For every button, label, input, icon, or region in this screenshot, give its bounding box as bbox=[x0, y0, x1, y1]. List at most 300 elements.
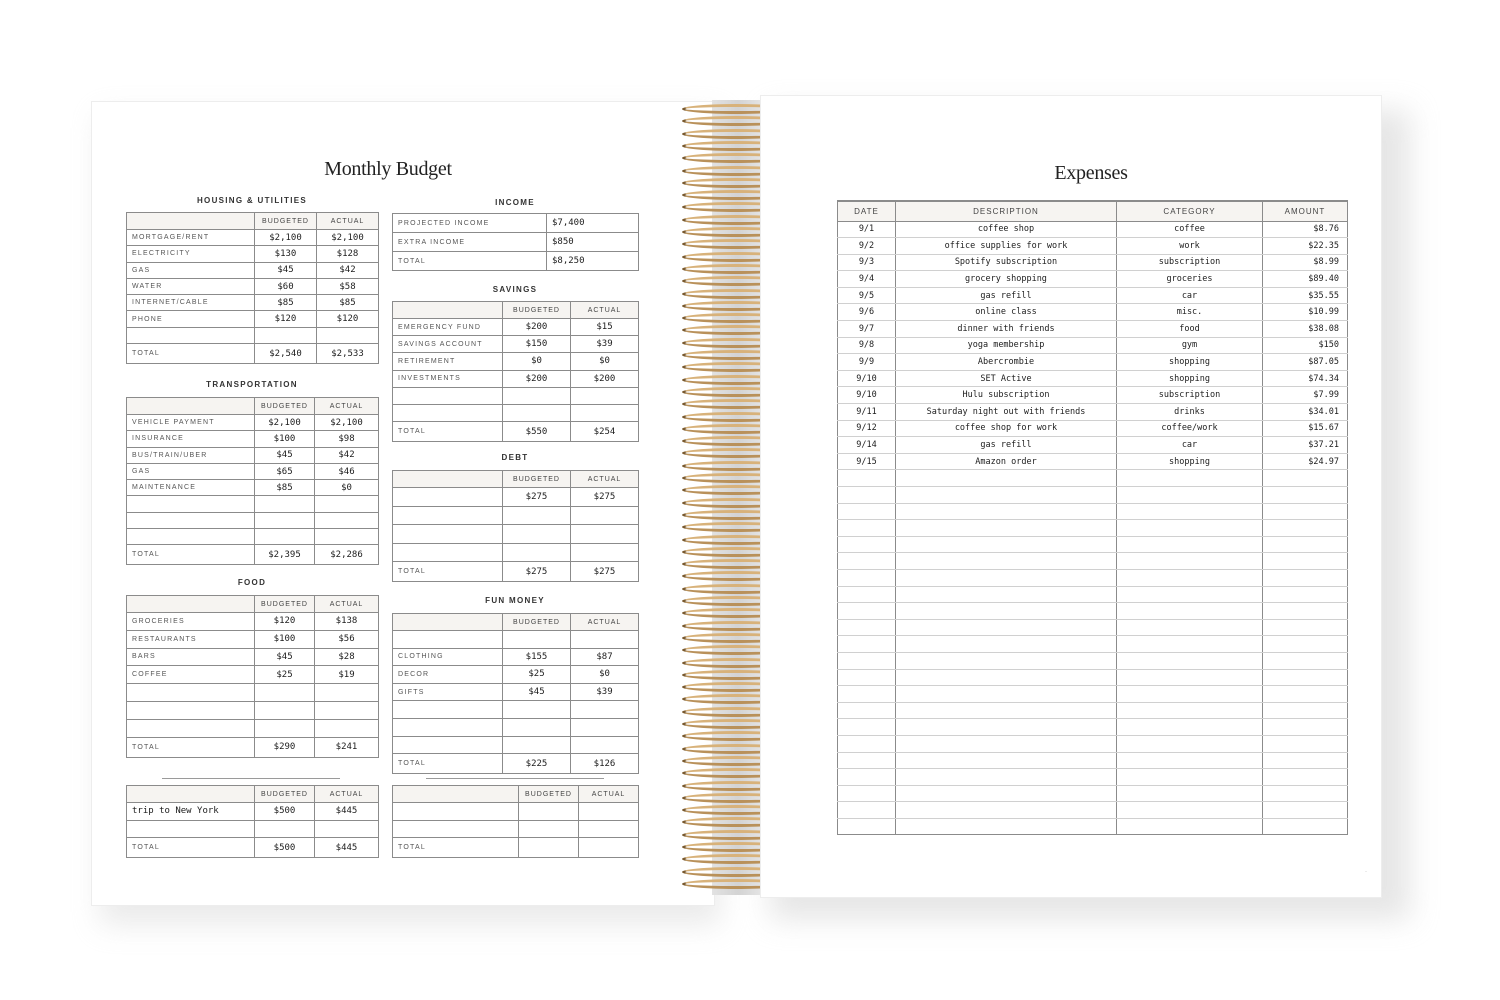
actual-value: $46 bbox=[315, 463, 379, 479]
table-row bbox=[393, 506, 639, 525]
expense-category: groceries bbox=[1117, 271, 1263, 288]
table-row bbox=[393, 683, 639, 701]
budgeted-value: $100 bbox=[255, 630, 315, 648]
fun-money-table bbox=[392, 613, 639, 774]
expense-row-blank bbox=[838, 735, 1348, 752]
budgeted-value: $100 bbox=[255, 431, 315, 447]
actual-value: $98 bbox=[315, 431, 379, 447]
expense-row bbox=[838, 238, 1348, 255]
table-row bbox=[393, 648, 639, 666]
header-budgeted: BUDGETED bbox=[255, 213, 317, 230]
header-actual: ACTUAL bbox=[571, 614, 639, 631]
table-row bbox=[393, 353, 639, 370]
blank-cell bbox=[1117, 586, 1263, 603]
expense-amount: $22.35 bbox=[1263, 238, 1348, 255]
budgeted-value bbox=[503, 718, 571, 736]
blank-cell bbox=[1117, 769, 1263, 786]
budgeted-value bbox=[519, 820, 579, 838]
blank-cell bbox=[838, 719, 896, 736]
budgeted-value: $150 bbox=[503, 336, 571, 353]
row-label bbox=[393, 718, 503, 736]
actual-value bbox=[571, 525, 639, 544]
row-label bbox=[127, 529, 255, 545]
blank-cell bbox=[896, 769, 1117, 786]
actual-value: $58 bbox=[317, 278, 379, 294]
row-label bbox=[127, 496, 255, 512]
row-label bbox=[393, 525, 503, 544]
row-label: INTERNET/CABLE bbox=[127, 295, 255, 311]
expense-date: 9/9 bbox=[838, 354, 896, 371]
total-label: TOTAL bbox=[393, 422, 503, 442]
budgeted-value: $85 bbox=[255, 295, 317, 311]
expense-date: 9/8 bbox=[838, 337, 896, 354]
actual-value bbox=[315, 820, 379, 838]
expense-row-blank bbox=[838, 569, 1348, 586]
blank-cell bbox=[1263, 520, 1348, 537]
actual-value: $42 bbox=[317, 262, 379, 278]
total-label: TOTAL bbox=[127, 344, 255, 364]
table-row bbox=[127, 803, 379, 821]
blank-cell bbox=[1263, 603, 1348, 620]
table-row bbox=[393, 387, 639, 404]
table-row bbox=[393, 701, 639, 719]
actual-value: $56 bbox=[315, 630, 379, 648]
expense-row-blank bbox=[838, 619, 1348, 636]
table-row bbox=[127, 719, 379, 737]
row-label: RETIREMENT bbox=[393, 353, 503, 370]
blank-cell bbox=[896, 818, 1117, 835]
expense-row-blank bbox=[838, 520, 1348, 537]
header-actual: ACTUAL bbox=[315, 596, 379, 613]
actual-value bbox=[315, 684, 379, 702]
total-row bbox=[393, 422, 639, 442]
blank-cell bbox=[1117, 619, 1263, 636]
total-label: TOTAL bbox=[393, 838, 519, 858]
row-label: INSURANCE bbox=[127, 431, 255, 447]
expense-row bbox=[838, 271, 1348, 288]
budgeted-value: $2,100 bbox=[255, 230, 317, 246]
row-label bbox=[127, 820, 255, 838]
food-table bbox=[126, 595, 379, 758]
blank-cell bbox=[1263, 752, 1348, 769]
expenses-page bbox=[760, 95, 1382, 898]
actual-value: $445 bbox=[315, 803, 379, 821]
table-row bbox=[393, 488, 639, 507]
blank-cell bbox=[1117, 702, 1263, 719]
table-row bbox=[127, 262, 379, 278]
expense-description: Hulu subscription bbox=[896, 387, 1117, 404]
expense-date: 9/10 bbox=[838, 387, 896, 404]
row-label: BARS bbox=[127, 648, 255, 666]
expense-amount: $87.05 bbox=[1263, 354, 1348, 371]
total-actual: $2,286 bbox=[315, 545, 379, 565]
budgeted-value bbox=[503, 736, 571, 754]
budgeted-value: $275 bbox=[503, 488, 571, 507]
actual-value: $200 bbox=[571, 370, 639, 387]
budgeted-value bbox=[255, 701, 315, 719]
header-actual: ACTUAL bbox=[315, 398, 379, 415]
header-actual: ACTUAL bbox=[571, 302, 639, 319]
budgeted-value: $45 bbox=[255, 648, 315, 666]
row-label: GIFTS bbox=[393, 683, 503, 701]
budgeted-value bbox=[503, 525, 571, 544]
blank-cell bbox=[838, 619, 896, 636]
expense-row bbox=[838, 387, 1348, 404]
total-budgeted: $500 bbox=[255, 838, 315, 858]
blank-cell bbox=[838, 470, 896, 487]
expense-row-blank bbox=[838, 669, 1348, 686]
blank-cell bbox=[1117, 503, 1263, 520]
table-row bbox=[393, 820, 639, 838]
expense-description: coffee shop for work bbox=[896, 420, 1117, 437]
table-row bbox=[393, 319, 639, 336]
header-actual: ACTUAL bbox=[315, 786, 379, 803]
header-actual: ACTUAL bbox=[571, 471, 639, 488]
blank-cell bbox=[1263, 569, 1348, 586]
expense-description: SET Active bbox=[896, 370, 1117, 387]
row-label: ELECTRICITY bbox=[127, 246, 255, 262]
header-blank bbox=[393, 786, 519, 803]
table-row bbox=[127, 512, 379, 528]
expense-row-blank bbox=[838, 752, 1348, 769]
table-row bbox=[127, 480, 379, 496]
row-label: GAS bbox=[127, 262, 255, 278]
expense-description: gas refill bbox=[896, 287, 1117, 304]
actual-value: $138 bbox=[315, 613, 379, 631]
budgeted-value bbox=[503, 404, 571, 421]
total-row bbox=[127, 545, 379, 565]
expense-description: online class bbox=[896, 304, 1117, 321]
row-label: WATER bbox=[127, 278, 255, 294]
actual-value: $120 bbox=[317, 311, 379, 327]
expense-description: Abercrombie bbox=[896, 354, 1117, 371]
budgeted-value bbox=[255, 496, 315, 512]
actual-value: $19 bbox=[315, 666, 379, 684]
row-label: INVESTMENTS bbox=[393, 370, 503, 387]
actual-value: $0 bbox=[571, 666, 639, 684]
blank-cell bbox=[896, 735, 1117, 752]
blank-cell bbox=[896, 536, 1117, 553]
table-header-row bbox=[127, 596, 379, 613]
table-row bbox=[393, 336, 639, 353]
expense-date: 9/11 bbox=[838, 404, 896, 421]
row-label bbox=[393, 631, 503, 649]
blank-cell bbox=[1263, 503, 1348, 520]
budgeted-value bbox=[255, 512, 315, 528]
row-label bbox=[127, 512, 255, 528]
row-label: COFFEE bbox=[127, 666, 255, 684]
actual-value bbox=[571, 736, 639, 754]
budgeted-value bbox=[503, 506, 571, 525]
table-row bbox=[127, 613, 379, 631]
monthly-budget-page bbox=[91, 101, 715, 906]
budgeted-value: $65 bbox=[255, 463, 315, 479]
expense-date: 9/2 bbox=[838, 238, 896, 255]
income-value: $850 bbox=[547, 233, 639, 252]
expense-category: shopping bbox=[1117, 370, 1263, 387]
actual-value: $0 bbox=[315, 480, 379, 496]
table-row bbox=[393, 803, 639, 821]
expense-row-blank bbox=[838, 636, 1348, 653]
total-label: TOTAL bbox=[127, 545, 255, 565]
expense-row bbox=[838, 370, 1348, 387]
budgeted-value: $500 bbox=[255, 803, 315, 821]
table-row bbox=[127, 666, 379, 684]
expense-row-blank bbox=[838, 785, 1348, 802]
blank-cell bbox=[1117, 569, 1263, 586]
expense-date: 9/3 bbox=[838, 254, 896, 271]
income-label: PROJECTED INCOME bbox=[393, 214, 547, 233]
transportation-table bbox=[126, 397, 379, 565]
blank-cell bbox=[838, 569, 896, 586]
housing-table bbox=[126, 212, 379, 364]
actual-value: $28 bbox=[315, 648, 379, 666]
expense-row-blank bbox=[838, 503, 1348, 520]
savings-table bbox=[392, 301, 639, 442]
blank-cell bbox=[838, 802, 896, 819]
expense-amount: $35.55 bbox=[1263, 287, 1348, 304]
expense-category: misc. bbox=[1117, 304, 1263, 321]
expense-row bbox=[838, 254, 1348, 271]
table-row bbox=[127, 496, 379, 512]
expense-amount: $24.97 bbox=[1263, 453, 1348, 470]
expense-category: car bbox=[1117, 437, 1263, 454]
income-table bbox=[392, 213, 639, 271]
expense-description: grocery shopping bbox=[896, 271, 1117, 288]
blank-cell bbox=[896, 603, 1117, 620]
blank-cell bbox=[1263, 785, 1348, 802]
expense-row bbox=[838, 404, 1348, 421]
table-row bbox=[393, 525, 639, 544]
row-label: SAVINGS ACCOUNT bbox=[393, 336, 503, 353]
expense-description: Saturday night out with friends bbox=[896, 404, 1117, 421]
total-row bbox=[393, 838, 639, 858]
page-number: · bbox=[1365, 869, 1367, 875]
section-title-savings: SAVINGS bbox=[492, 285, 538, 294]
total-row bbox=[127, 344, 379, 364]
expense-row bbox=[838, 337, 1348, 354]
budgeted-value: $85 bbox=[255, 480, 315, 496]
table-row bbox=[393, 543, 639, 562]
blank-cell bbox=[1117, 520, 1263, 537]
row-label: MAINTENANCE bbox=[127, 480, 255, 496]
row-label: VEHICLE PAYMENT bbox=[127, 415, 255, 431]
table-header-row bbox=[393, 614, 639, 631]
expense-description: gas refill bbox=[896, 437, 1117, 454]
expense-row-blank bbox=[838, 769, 1348, 786]
table-row bbox=[127, 463, 379, 479]
actual-value bbox=[315, 496, 379, 512]
blank-cell bbox=[838, 520, 896, 537]
header-blank bbox=[393, 471, 503, 488]
expense-date: 9/7 bbox=[838, 321, 896, 338]
blank-cell bbox=[896, 652, 1117, 669]
expense-row bbox=[838, 287, 1348, 304]
blank-cell bbox=[896, 785, 1117, 802]
header-blank bbox=[127, 398, 255, 415]
table-row bbox=[127, 447, 379, 463]
blank-cell bbox=[838, 503, 896, 520]
table-row bbox=[127, 648, 379, 666]
blank-cell bbox=[896, 719, 1117, 736]
actual-value: $275 bbox=[571, 488, 639, 507]
blank-cell bbox=[838, 735, 896, 752]
header-budgeted: BUDGETED bbox=[503, 471, 571, 488]
expense-amount: $15.67 bbox=[1263, 420, 1348, 437]
expense-row bbox=[838, 304, 1348, 321]
budgeted-value bbox=[503, 543, 571, 562]
expense-amount: $74.34 bbox=[1263, 370, 1348, 387]
table-header-row bbox=[127, 786, 379, 803]
actual-value: $2,100 bbox=[315, 415, 379, 431]
table-header-row bbox=[393, 786, 639, 803]
expense-category: subscription bbox=[1117, 254, 1263, 271]
expense-row-blank bbox=[838, 553, 1348, 570]
blank-cell bbox=[896, 702, 1117, 719]
actual-value bbox=[571, 506, 639, 525]
expense-amount: $8.99 bbox=[1263, 254, 1348, 271]
actual-value bbox=[317, 327, 379, 343]
blank-cell bbox=[1263, 735, 1348, 752]
expense-category: drinks bbox=[1117, 404, 1263, 421]
expense-date: 9/1 bbox=[838, 221, 896, 238]
expense-row bbox=[838, 321, 1348, 338]
budgeted-value bbox=[503, 701, 571, 719]
blank-cell bbox=[1117, 553, 1263, 570]
blank-cell bbox=[1117, 785, 1263, 802]
budgeted-value: $45 bbox=[255, 262, 317, 278]
table-row bbox=[127, 529, 379, 545]
total-actual: $126 bbox=[571, 754, 639, 774]
total-row bbox=[127, 737, 379, 757]
actual-value: $0 bbox=[571, 353, 639, 370]
blank-cell bbox=[1117, 603, 1263, 620]
row-label bbox=[393, 404, 503, 421]
actual-value bbox=[579, 820, 639, 838]
total-budgeted: $275 bbox=[503, 562, 571, 582]
actual-value bbox=[571, 701, 639, 719]
row-label: CLOTHING bbox=[393, 648, 503, 666]
budgeted-value bbox=[503, 387, 571, 404]
section-title-debt: DEBT bbox=[501, 453, 529, 462]
header-budgeted: BUDGETED bbox=[503, 614, 571, 631]
table-row bbox=[127, 230, 379, 246]
blank-cell bbox=[1117, 669, 1263, 686]
blank-cell bbox=[896, 487, 1117, 504]
blank-cell bbox=[1117, 752, 1263, 769]
blank-cell bbox=[838, 586, 896, 603]
blank-cell bbox=[896, 669, 1117, 686]
total-actual: $254 bbox=[571, 422, 639, 442]
expense-row-blank bbox=[838, 603, 1348, 620]
header-blank bbox=[127, 213, 255, 230]
section-title-food: FOOD bbox=[237, 578, 267, 587]
expense-row-blank bbox=[838, 470, 1348, 487]
table-header-row bbox=[393, 302, 639, 319]
table-row bbox=[127, 630, 379, 648]
budgeted-value bbox=[503, 631, 571, 649]
row-label bbox=[127, 684, 255, 702]
expense-date: 9/10 bbox=[838, 370, 896, 387]
actual-value: $128 bbox=[317, 246, 379, 262]
total-actual: $275 bbox=[571, 562, 639, 582]
expense-date: 9/14 bbox=[838, 437, 896, 454]
blank-cell bbox=[896, 619, 1117, 636]
expense-row-blank bbox=[838, 702, 1348, 719]
blank-cell bbox=[1117, 487, 1263, 504]
blank-cell bbox=[838, 487, 896, 504]
header-blank bbox=[393, 614, 503, 631]
row-label: GAS bbox=[127, 463, 255, 479]
budgeted-value bbox=[255, 327, 317, 343]
total-row bbox=[393, 562, 639, 582]
budgeted-value: $120 bbox=[255, 311, 317, 327]
budgeted-value: $45 bbox=[503, 683, 571, 701]
total-budgeted: $2,395 bbox=[255, 545, 315, 565]
blank-cell bbox=[1263, 818, 1348, 835]
expense-description: yoga membership bbox=[896, 337, 1117, 354]
blank-cell bbox=[838, 686, 896, 703]
blank-cell bbox=[1263, 553, 1348, 570]
row-label: BUS/TRAIN/UBER bbox=[127, 447, 255, 463]
total-actual: $241 bbox=[315, 737, 379, 757]
row-label: GROCERIES bbox=[127, 613, 255, 631]
header-budgeted: BUDGETED bbox=[519, 786, 579, 803]
expense-category: shopping bbox=[1117, 354, 1263, 371]
expense-date: 9/6 bbox=[838, 304, 896, 321]
table-row bbox=[127, 246, 379, 262]
income-row bbox=[393, 233, 639, 252]
total-budgeted: $550 bbox=[503, 422, 571, 442]
header-blank bbox=[393, 302, 503, 319]
blank-cell bbox=[1117, 652, 1263, 669]
blank-cell bbox=[896, 802, 1117, 819]
actual-value: $87 bbox=[571, 648, 639, 666]
expense-row-blank bbox=[838, 652, 1348, 669]
income-value: $7,400 bbox=[547, 214, 639, 233]
table-row bbox=[127, 327, 379, 343]
blank-cell bbox=[896, 569, 1117, 586]
blank-cell bbox=[838, 769, 896, 786]
section-title-fun-money: FUN MONEY bbox=[485, 596, 545, 605]
budgeted-value bbox=[255, 719, 315, 737]
total-label: TOTAL bbox=[127, 737, 255, 757]
expense-description: office supplies for work bbox=[896, 238, 1117, 255]
total-label: TOTAL bbox=[393, 754, 503, 774]
expenses-header-row bbox=[838, 201, 1348, 221]
expense-category: food bbox=[1117, 321, 1263, 338]
income-label: TOTAL bbox=[393, 252, 547, 271]
blank-cell bbox=[1117, 470, 1263, 487]
blank-cell bbox=[1263, 719, 1348, 736]
row-label bbox=[127, 701, 255, 719]
row-label bbox=[393, 387, 503, 404]
section-title-housing: HOUSING & UTILITIES bbox=[196, 196, 308, 205]
table-row bbox=[127, 701, 379, 719]
blank-cell bbox=[1117, 735, 1263, 752]
row-label: MORTGAGE/RENT bbox=[127, 230, 255, 246]
actual-value: $39 bbox=[571, 683, 639, 701]
blank-cell bbox=[1117, 636, 1263, 653]
expense-date: 9/5 bbox=[838, 287, 896, 304]
blank-cell bbox=[896, 586, 1117, 603]
actual-value: $42 bbox=[315, 447, 379, 463]
blank-cell bbox=[1263, 586, 1348, 603]
actual-value bbox=[315, 719, 379, 737]
blank-cell bbox=[1263, 802, 1348, 819]
budgeted-value: $45 bbox=[255, 447, 315, 463]
expenses-table bbox=[837, 200, 1348, 835]
